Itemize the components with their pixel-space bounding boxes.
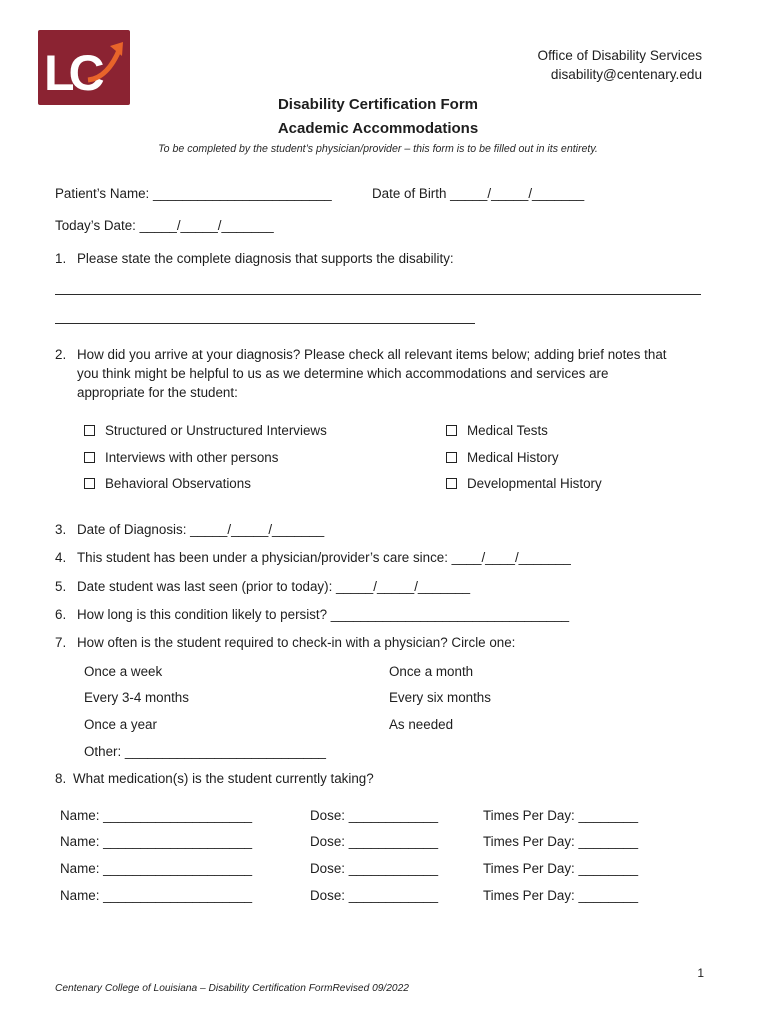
frequency-other-field[interactable]: Other: ___________________________ (84, 744, 327, 759)
logo-mark (38, 30, 130, 105)
question-1 (55, 251, 454, 266)
question-4[interactable] (55, 550, 571, 565)
medication-times-field[interactable]: Times Per Day: ________ (483, 861, 639, 876)
medication-dose-field[interactable]: Dose: ____________ (310, 888, 439, 903)
question-text: How did you arrive at your diagnosis? Please check all relevant items below; adding brief notes that (77, 347, 667, 362)
page-number: 1 (697, 966, 704, 980)
frequency-option[interactable]: Every 3-4 months (84, 690, 189, 705)
question-text-cont: you think might be helpful to us as we determine which accommodations and services are (77, 366, 609, 381)
form-title: Disability Certification Form (277, 96, 479, 113)
medication-name-field[interactable]: Name: ____________________ (60, 861, 253, 876)
checkbox-option[interactable]: Behavioral Observations (84, 476, 251, 491)
question-text: This student has been under a physician/provider’s care since: ____/____/_______ (77, 550, 571, 565)
checkbox-option[interactable]: Developmental History (446, 476, 602, 491)
question-number: 6. (55, 607, 67, 622)
question-text: Date student was last seen (prior to today): _____/_____/_______ (77, 579, 471, 594)
question-text: Date of Diagnosis: _____/_____/_______ (77, 522, 325, 537)
checkbox-icon (84, 452, 95, 463)
todays-date-field[interactable]: Today’s Date: _____/_____/_______ (55, 218, 274, 233)
form-subtitle: Academic Accommodations (277, 120, 479, 137)
question-2 (55, 347, 667, 362)
question-text: Please state the complete diagnosis that supports the disability: (77, 251, 454, 266)
frequency-option[interactable]: As needed (389, 717, 454, 732)
question-text-cont: appropriate for the student: (77, 385, 238, 400)
medication-dose-field[interactable]: Dose: ____________ (310, 861, 439, 876)
office-name: Office of Disability Services (537, 48, 702, 63)
question-number: 1. (55, 251, 67, 266)
college-logo (38, 30, 130, 105)
question-number: 7. (55, 635, 67, 650)
answer-line[interactable] (55, 323, 475, 324)
question-text: How often is the student required to check-in with a physician? Circle one: (77, 635, 516, 650)
frequency-option[interactable]: Once a year (84, 717, 157, 732)
question-number: 3. (55, 522, 67, 537)
frequency-option[interactable]: Every six months (389, 690, 491, 705)
answer-line[interactable] (55, 294, 701, 295)
form-instructions: To be completed by the student’s physician/provider – this form is to be filled out in its entirety. (158, 143, 598, 155)
checkbox-option[interactable]: Medical Tests (446, 423, 548, 438)
question-number: 2. (55, 347, 67, 362)
question-number: 5. (55, 579, 67, 594)
checkbox-option[interactable]: Structured or Unstructured Interviews (84, 423, 327, 438)
medication-name-field[interactable]: Name: ____________________ (60, 834, 253, 849)
question-5[interactable] (55, 579, 470, 594)
frequency-option[interactable]: Once a week (84, 664, 163, 679)
medication-dose-field[interactable]: Dose: ____________ (310, 834, 439, 849)
medication-times-field[interactable]: Times Per Day: ________ (483, 808, 639, 823)
question-7 (55, 635, 515, 650)
patient-name-field[interactable]: Patient’s Name: ________________________ (55, 186, 332, 201)
question-3[interactable] (55, 522, 324, 537)
medication-times-field[interactable]: Times Per Day: ________ (483, 834, 639, 849)
question-number: 8. (55, 771, 67, 786)
logo-text: LC (44, 45, 99, 101)
checkbox-icon (446, 452, 457, 463)
checkbox-icon (84, 478, 95, 489)
checkbox-option[interactable]: Medical History (446, 450, 559, 465)
medication-times-field[interactable]: Times Per Day: ________ (483, 888, 639, 903)
medication-dose-field[interactable]: Dose: ____________ (310, 808, 439, 823)
question-number: 4. (55, 550, 67, 565)
checkbox-icon (446, 478, 457, 489)
checkbox-icon (84, 425, 95, 436)
office-email[interactable]: disability@centenary.edu (550, 67, 702, 82)
medication-name-field[interactable]: Name: ____________________ (60, 808, 253, 823)
medication-name-field[interactable]: Name: ____________________ (60, 888, 253, 903)
question-text: How long is this condition likely to persist? ________________________________ (77, 607, 570, 622)
question-6[interactable] (55, 607, 569, 622)
question-8 (55, 771, 374, 786)
question-text: What medication(s) is the student currently taking? (73, 771, 374, 786)
footer-text: Centenary College of Louisiana – Disability Certification FormRevised 09/2022 (55, 983, 409, 994)
checkbox-option[interactable]: Interviews with other persons (84, 450, 278, 465)
checkbox-icon (446, 425, 457, 436)
date-of-birth-field[interactable]: Date of Birth _____/_____/_______ (372, 186, 585, 201)
frequency-option[interactable]: Once a month (389, 664, 474, 679)
